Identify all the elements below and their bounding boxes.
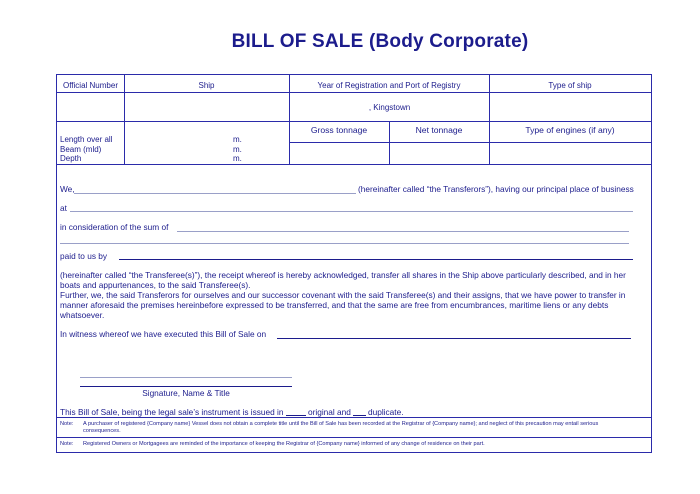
year-port-header: Year of Registration and Port of Registry (317, 81, 461, 90)
official-number-header: Official Number (63, 81, 118, 90)
duplicate-label: duplicate. (368, 407, 404, 417)
length-unit: m. (233, 135, 242, 144)
note-label-2: Note: (60, 441, 74, 447)
ship-header: Ship (198, 81, 215, 90)
gross-tonnage-field[interactable] (290, 143, 389, 164)
witness-label: In witness whereof we have executed this Bill of Sale on (60, 329, 267, 339)
depth-label: Depth (60, 154, 82, 163)
paid-to-label: paid to us by (60, 251, 108, 261)
at-label: at (60, 203, 67, 213)
transferors-clause: (hereinafter called “the Transferors”), having our principal place of business (358, 184, 634, 194)
bill-of-sale-form (56, 74, 652, 453)
transferee-line[interactable] (119, 259, 633, 260)
transfer-paragraph: (hereinafter called “the Transferee(s)”), the receipt whereof is hereby acknowledged, transfer all shares in the Ship above particularly described, and in her boats and appurtenances, to the said Transferee(s). (60, 270, 626, 290)
ship-name-field[interactable] (125, 93, 289, 121)
length-label: Length over all (60, 135, 113, 144)
type-of-ship-field[interactable] (490, 93, 651, 121)
depth-unit: m. (233, 154, 242, 163)
net-tonnage-label: Net tonnage (415, 125, 463, 135)
beam-unit: m. (233, 145, 242, 154)
official-number-field[interactable] (57, 93, 124, 121)
sum-line[interactable] (177, 231, 629, 232)
consideration-label: in consideration of the sum of (60, 222, 169, 232)
gross-tonnage-label: Gross tonnage (310, 125, 368, 135)
we-label: We, (60, 184, 75, 194)
note-text-1: A purchaser of registered {Company name} Vessel does not obtain a complete title until the Bill of Sale has been recorded at the Registrar of {Company name}; and neglect of this precaution may entail serious consequences. (83, 421, 599, 434)
net-tonnage-field[interactable] (390, 143, 489, 164)
note-text-2: Registered Owners or Mortgagees are reminded of the importance of keeping the Registrar of {Company name} informed of any change of residence on their part. (83, 441, 485, 447)
execution-date-line[interactable] (277, 338, 631, 339)
port-of-registry-field[interactable]: , Kingstown (368, 103, 411, 112)
duplicate-count-line[interactable] (353, 415, 366, 416)
engines-field[interactable] (490, 143, 651, 164)
signature-line[interactable] (80, 386, 292, 387)
engines-label: Type of engines (if any) (525, 125, 615, 135)
beam-label: Beam (mld) (60, 145, 102, 154)
original-label: original and (308, 407, 351, 417)
note-label-1: Note: (60, 421, 74, 427)
covenant-paragraph: Further, we, the said Transferors for ourselves and our successor covenant with the said Transferee(s) and their assigns, that we have power to transfer in manner aforesaid the premises hereinbefore expressed to be transferred, and that the same are free from encumbrances, maritime liens or any debts whatsoever. (60, 290, 626, 320)
place-of-business-line[interactable] (70, 211, 633, 212)
issued-label: This Bill of Sale, being the legal sale’s instrument is issued in (60, 407, 284, 417)
sum-continuation-line[interactable] (60, 243, 629, 244)
document-title: BILL OF SALE (Body Corporate) (231, 31, 529, 52)
original-count-line[interactable] (286, 415, 306, 416)
type-of-ship-header: Type of ship (548, 81, 592, 90)
signature-line-upper[interactable] (80, 377, 292, 378)
transferors-name-line[interactable] (74, 193, 356, 194)
signature-label: Signature, Name & Title (142, 388, 230, 398)
